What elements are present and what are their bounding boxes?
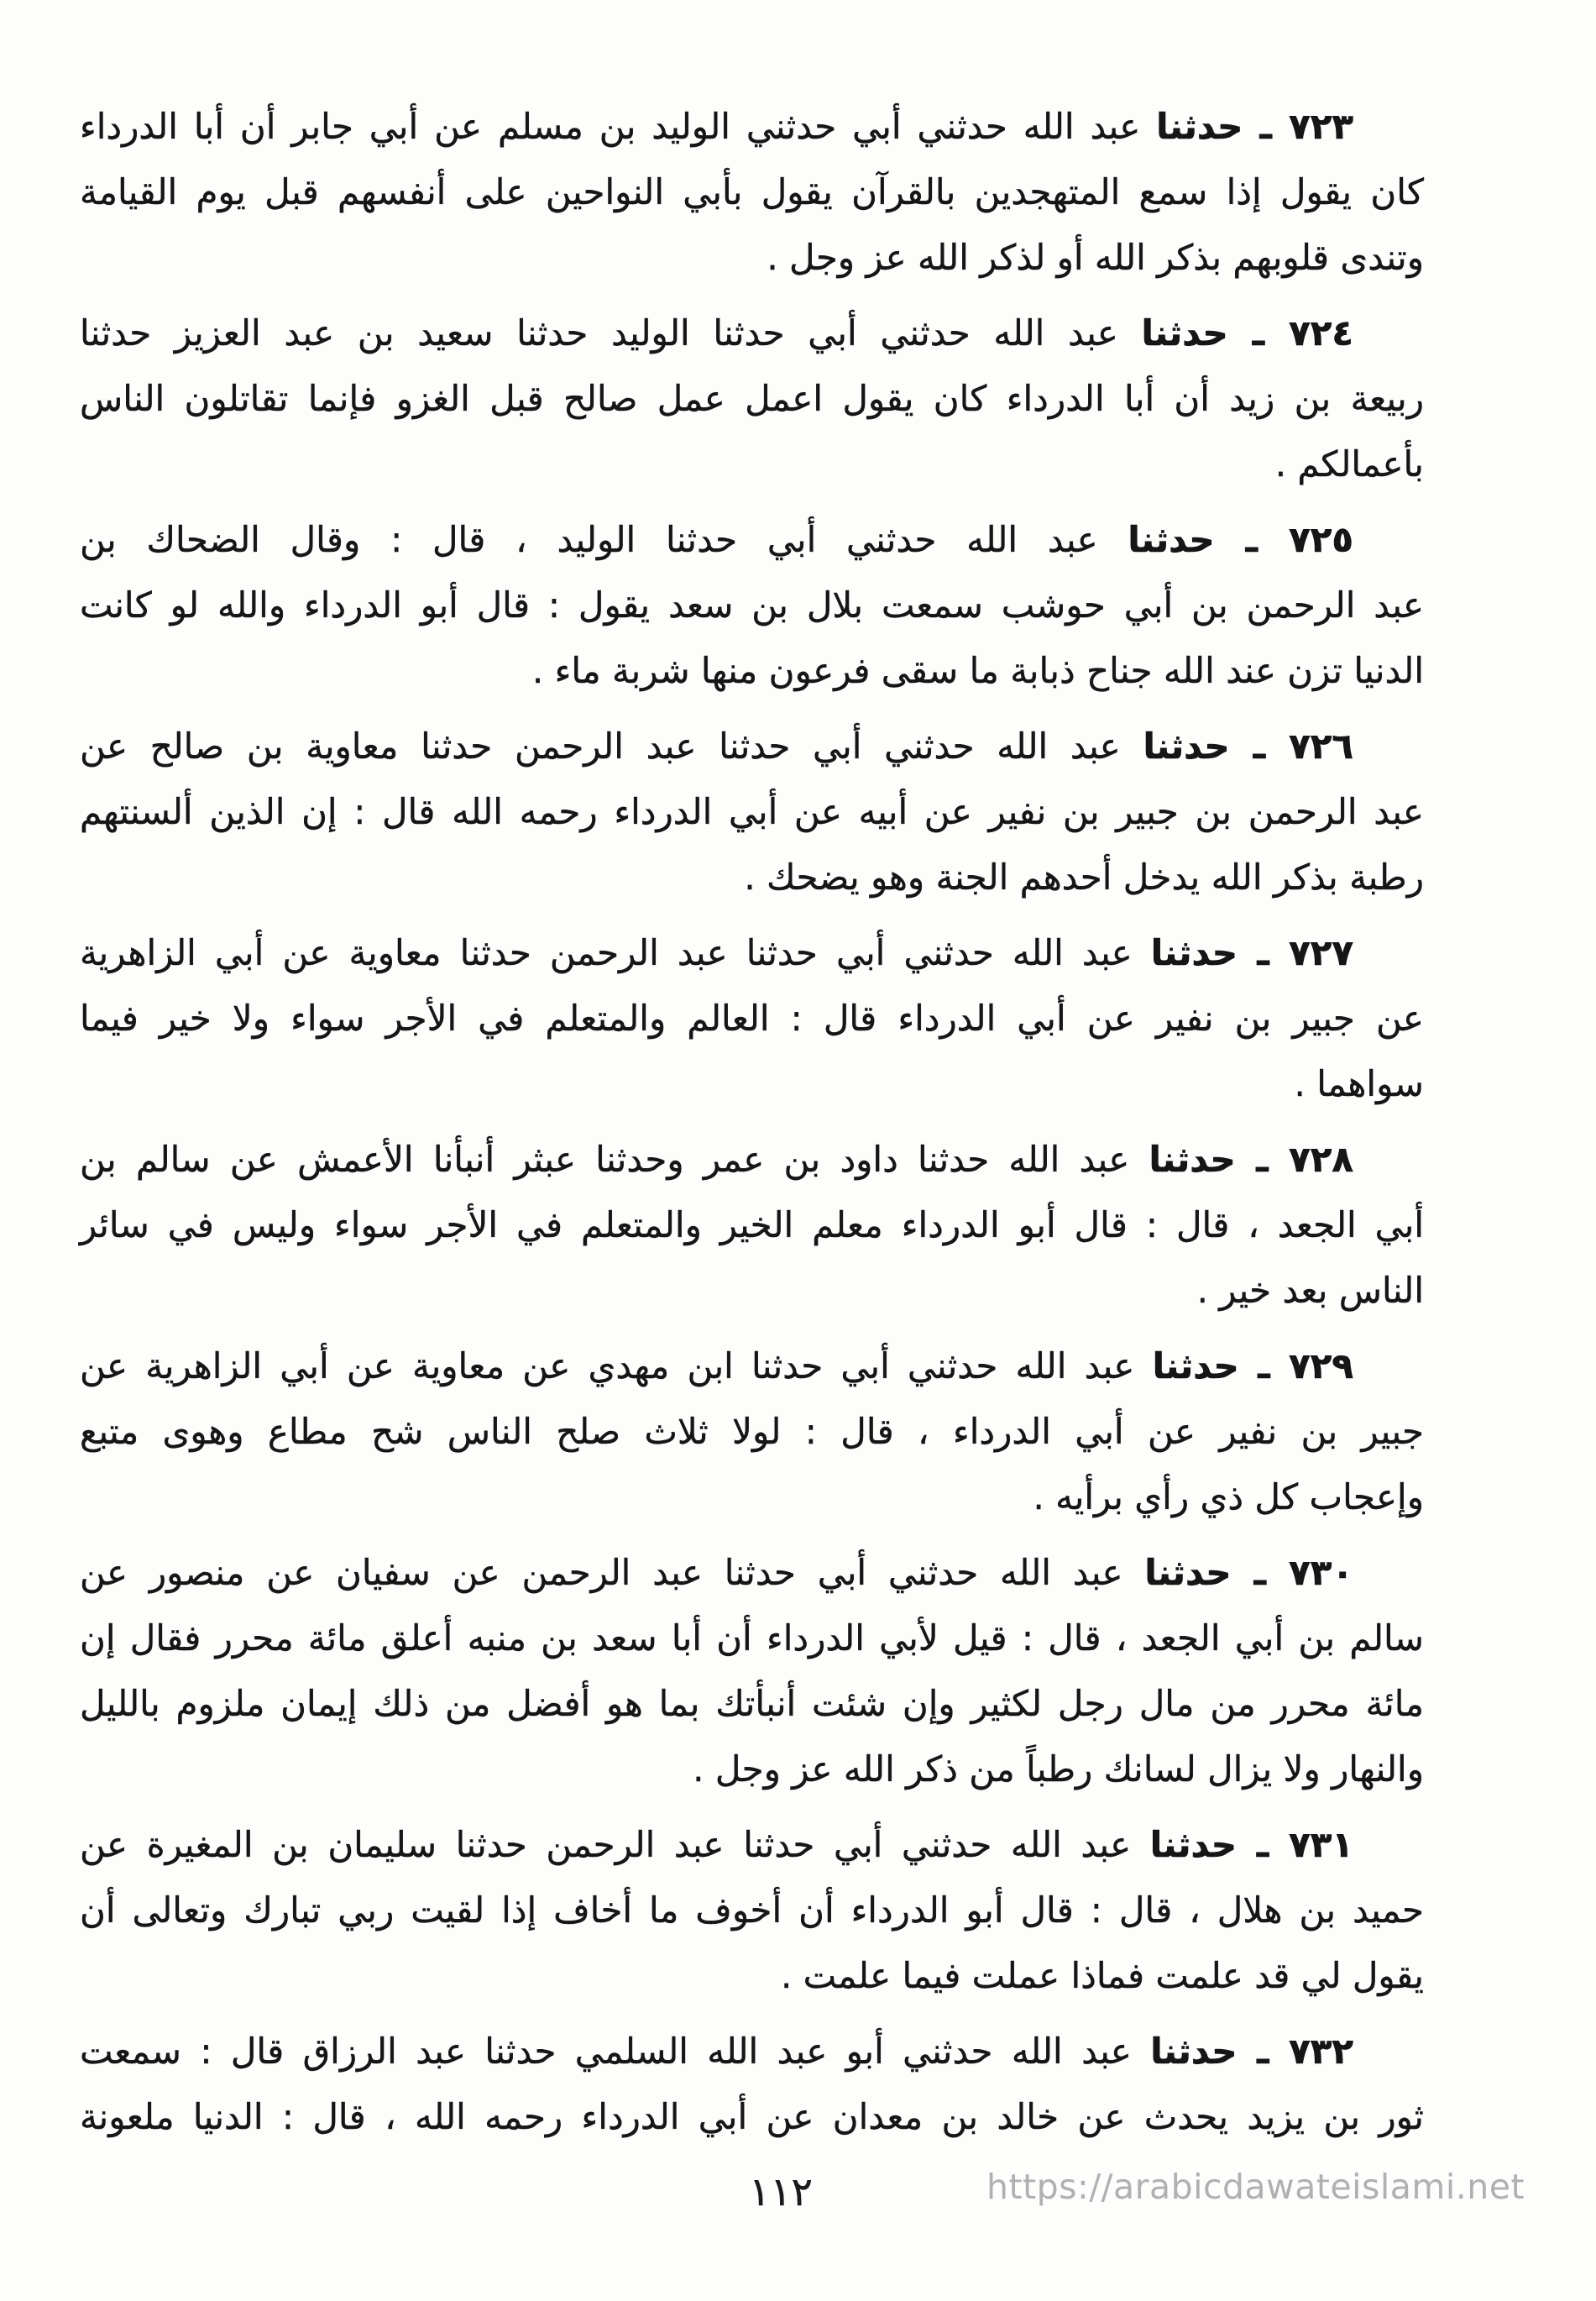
text-line: وإعجاب كل ذي رأي برأيه .: [1033, 1476, 1424, 1517]
hadith-number-head: ٧٢٦ ـ حدثنا: [1143, 726, 1353, 767]
text-line: عبد الرحمن بن أبي حوشب سمعت بلال بن سعد يقول : قال أبو الدرداء والله لو كانت: [80, 584, 1424, 626]
hadith-number-head: ٧٢٣ ـ حدثنا: [1156, 106, 1353, 147]
text-line: ربيعة بن زيد أن أبا الدرداء كان يقول اعمل عمل صالح قبل الغزو فإنما تقاتلون الناس: [80, 378, 1424, 419]
hadith-number-head: ٧٢٨ ـ حدثنا: [1149, 1139, 1353, 1180]
hadith-text-block: [80, 94, 1424, 2160]
hadith-first-line-text: عبد الله حدثني أبي حدثنا عبد الرحمن عن سفيان عن منصور عن: [80, 1552, 1123, 1593]
hadith-first-line-text: عبد الله حدثني أبو عبد الله السلمي حدثنا عبد الرزاق قال : سمعت: [80, 2031, 1132, 2072]
text-line: بأعمالكم .: [1274, 443, 1424, 485]
text-line: سالم بن أبي الجعد ، قال : قيل لأبي الدرداء أن أبا سعد بن منبه أعلق مائة محرر فقال إن: [80, 1617, 1424, 1659]
text-line: [80, 1127, 1424, 1192]
text-line: [80, 94, 1424, 160]
hadith-number-head: ٧٢٧ ـ حدثنا: [1150, 932, 1353, 973]
text-line: رطبة بذكر الله يدخل أحدهم الجنة وهو يضحك .: [744, 857, 1424, 898]
hadith-number-head: ٧٣١ ـ حدثنا: [1149, 1824, 1353, 1865]
text-line: عن جبير بن نفير عن أبي الدرداء قال : العالم والمتعلم في الأجر سواء ولا خير فيما: [80, 998, 1424, 1039]
text-line: وتندى قلوبهم بذكر الله أو لذكر الله عز وجل .: [767, 237, 1424, 278]
text-line: [80, 2019, 1424, 2084]
hadith-first-line-text: عبد الله حدثني أبي حدثنا عبد الرحمن حدثنا معاوية بن صالح عن: [80, 726, 1121, 767]
hadith-number-head: ٧٢٥ ـ حدثنا: [1128, 519, 1353, 560]
hadith-paragraph-732: [80, 2019, 1424, 2150]
text-line: الناس بعد خير .: [1196, 1270, 1424, 1311]
hadith-first-line-text: عبد الله حدثنا داود بن عمر وحدثنا عبثر أنبأنا الأعمش عن سالم بن: [80, 1139, 1130, 1180]
watermark-url: https://arabicdawateislami.net: [986, 2167, 1525, 2207]
text-line: أبي الجعد ، قال : قال أبو الدرداء معلم الخير والمتعلم في الأجر سواء وليس في سائر: [80, 1204, 1424, 1245]
hadith-number-head: ٧٣٠ ـ حدثنا: [1144, 1552, 1353, 1593]
hadith-paragraph-727: [80, 920, 1424, 1117]
hadith-paragraph-728: [80, 1127, 1424, 1323]
hadith-number-head: ٧٣٢ ـ حدثنا: [1150, 2031, 1353, 2072]
text-line: الدنيا تزن عند الله جناح ذبابة ما سقى فرعون منها شربة ماء .: [531, 650, 1424, 691]
hadith-first-line-text: عبد الله حدثني أبي حدثني الوليد بن مسلم عن أبي جابر أن أبا الدرداء: [80, 106, 1141, 147]
text-line: [80, 1540, 1424, 1606]
hadith-paragraph-725: [80, 507, 1424, 704]
text-line: جبير بن نفير عن أبي الدرداء ، قال : لولا ثلاث صلح الناس شح مطاع وهوى متبع: [80, 1411, 1424, 1452]
hadith-first-line-text: عبد الله حدثني أبي حدثنا عبد الرحمن حدثنا سليمان بن المغيرة عن: [80, 1824, 1132, 1865]
hadith-number-head: ٧٢٤ ـ حدثنا: [1141, 312, 1353, 354]
hadith-paragraph-723: [80, 94, 1424, 291]
text-line: [80, 920, 1424, 986]
page-number: ١١٢: [749, 2169, 813, 2215]
hadith-paragraph-724: [80, 301, 1424, 497]
hadith-paragraph-731: [80, 1812, 1424, 2009]
hadith-first-line-text: عبد الله حدثني أبي حدثنا الوليد ، قال : وقال الضحاك بن: [80, 519, 1098, 560]
text-line: [80, 301, 1424, 366]
hadith-first-line-text: عبد الله حدثني أبي حدثنا الوليد حدثنا سعيد بن عبد العزيز حدثنا: [80, 312, 1118, 354]
hadith-paragraph-726: [80, 714, 1424, 910]
text-line: ثور بن يزيد يحدث عن خالد بن معدان عن أبي الدرداء رحمه الله ، قال : الدنيا ملعونة: [80, 2096, 1424, 2137]
hadith-number-head: ٧٢٩ ـ حدثنا: [1152, 1345, 1353, 1386]
text-line: والنهار ولا يزال لسانك رطباً من ذكر الله عز وجل .: [693, 1748, 1424, 1790]
text-line: عبد الرحمن بن جبير بن نفير عن أبيه عن أبي الدرداء رحمه الله قال : إن الذين ألسنتهم: [80, 791, 1424, 832]
hadith-first-line-text: عبد الله حدثني أبي حدثنا عبد الرحمن حدثنا معاوية عن أبي الزاهرية: [80, 932, 1133, 973]
hadith-paragraph-730: [80, 1540, 1424, 1802]
hadith-first-line-text: عبد الله حدثني أبي حدثنا ابن مهدي عن معاوية عن أبي الزاهرية عن: [80, 1345, 1135, 1386]
text-line: مائة محرر من مال رجل لكثير وإن شئت أنبأتك بما هو أفضل من ذلك إيمان ملزوم بالليل: [80, 1683, 1424, 1724]
text-line: [80, 507, 1424, 573]
text-line: [80, 714, 1424, 779]
text-line: حميد بن هلال ، قال : قال أبو الدرداء أن أخوف ما أخاف إذا لقيت ربي تبارك وتعالى أن: [80, 1890, 1424, 1931]
text-line: [80, 1334, 1424, 1399]
text-line: [80, 1812, 1424, 1878]
text-line: كان يقول إذا سمع المتهجدين بالقرآن يقول بأبي النواحين على أنفسهم قبل يوم القيامة: [80, 171, 1424, 212]
text-line: يقول لي قد علمت فماذا عملت فيما علمت .: [780, 1955, 1424, 1996]
text-line: سواهما .: [1294, 1063, 1424, 1104]
hadith-paragraph-729: [80, 1334, 1424, 1530]
